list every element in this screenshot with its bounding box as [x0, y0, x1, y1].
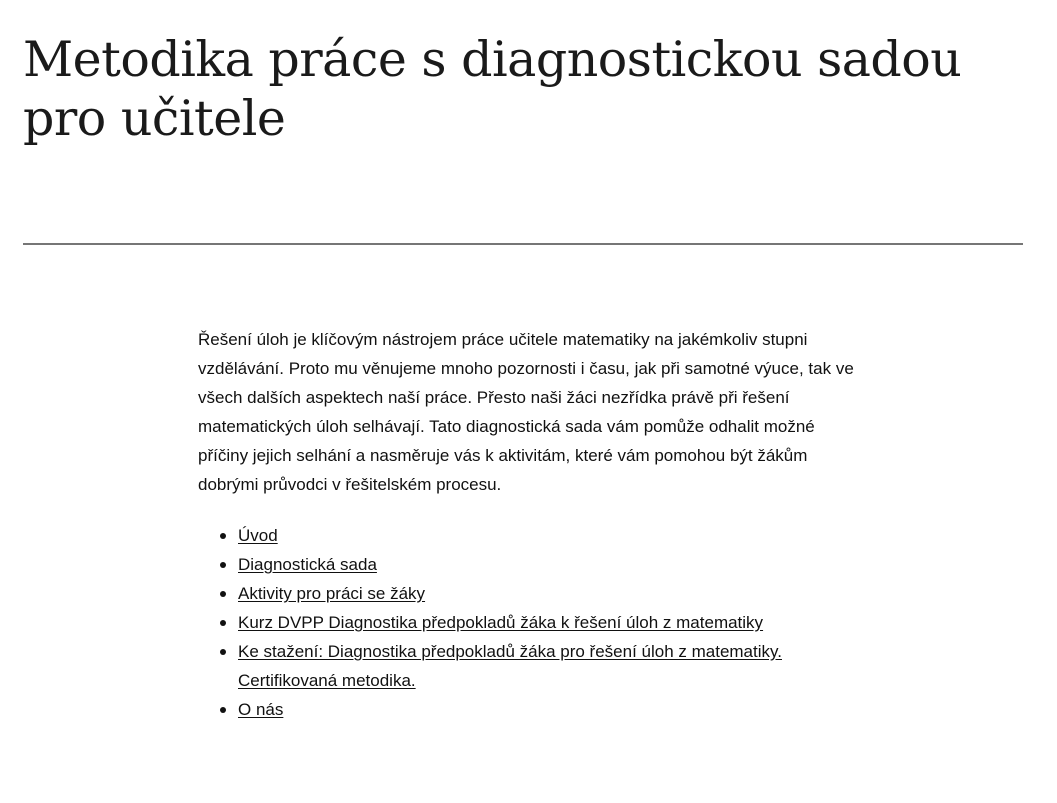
list-item [238, 579, 858, 608]
intro-paragraph: Řešení úloh je klíčovým nástrojem práce učitele matematiky na jakémkoliv stupni vzdělávání. Proto mu věnujeme mnoho pozornosti i času, jak při samotné výuce, tak ve všech dalších aspektech naší práce. Přesto naši žáci nezřídka právě při řešení matematických úloh selhávají. Tato diagnostická sada vám pomůže odhalit možné příčiny jejich selhání a nasměruje vás k aktivitám, které vám pomohou být žákům dobrými průvodci v řešitelském procesu. [198, 330, 854, 494]
link-ke-stazeni[interactable]: Ke stažení: Diagnostika předpokladů žáka pro řešení úloh z matematiky. Certifikovaná metodika. [238, 642, 782, 690]
navigation-link-list [198, 521, 858, 724]
list-item [238, 521, 858, 550]
list-item [238, 637, 858, 695]
link-aktivity[interactable]: Aktivity pro práci se žáky [238, 584, 426, 603]
link-diagnosticka-sada[interactable]: Diagnostická sada [238, 555, 377, 574]
list-item [238, 550, 858, 579]
page-title: Metodika práce s diagnostickou sadou pro učitele [23, 31, 962, 147]
list-item [238, 695, 858, 724]
link-kurz-dvpp[interactable]: Kurz DVPP Diagnostika předpokladů žáka k řešení úloh z matematiky [238, 613, 764, 632]
link-o-nas[interactable]: O nás [238, 700, 284, 719]
list-item [238, 608, 858, 637]
header-divider [23, 243, 1023, 245]
main-content [198, 325, 858, 724]
link-uvod[interactable]: Úvod [238, 526, 278, 545]
